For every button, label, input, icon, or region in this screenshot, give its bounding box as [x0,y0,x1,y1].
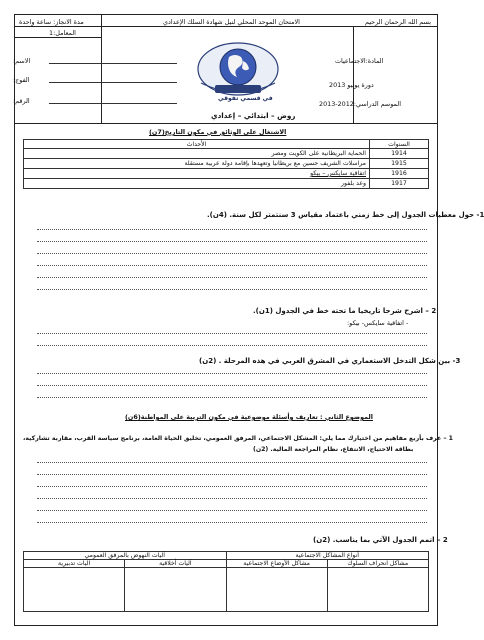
table-header-row [24,140,429,149]
behavior-deviation-header: مشاكل انحراف السلوك [327,560,428,568]
table-subheader-row [24,560,429,568]
answer-line [37,265,427,266]
number-field-line [49,103,177,104]
event-cell: الحماية البريطانية على الكويت ومصر [24,149,370,159]
answer-line [37,241,427,242]
header-divider [15,26,437,27]
question-1: 1- حول معطيات الجدول إلى خط زمني باعتماد مقياس 3 سنتمتر لكل سنة. (4ن). [207,211,484,219]
ethical-mechanisms-header: آليات أخلاقية [125,560,226,568]
school-year-label: الموسم الدراسي:2012-2013 [319,100,401,108]
question-2-item: - اتفاقية سايكس- بيكو: [347,319,409,327]
public-utility-header: آليات النهوض بالمرفق العمومي [24,552,227,560]
answer-cell [226,568,327,612]
answer-line [37,510,427,511]
globe-emblem-icon [195,39,281,101]
underlined-event: اتفاقية سايكس – بيكو [310,170,366,177]
header-right-separator [353,26,354,123]
answer-line [37,289,427,290]
name-label: الاسم: [13,57,31,65]
part2-question-1-line-2: بطاقة الاحتياج، الانتفاع، نظام المراجعة المالية. (2ن) [253,446,414,453]
answer-cell [24,568,125,612]
question-2: 2 – اشرح شرحا تاريخيا ما تحته خط في الجدول (1ن). [253,307,437,315]
management-mechanisms-header: آليات تدبيرية [24,560,125,568]
answer-line [37,498,427,499]
school-logo [195,39,281,101]
question-3: 3- بين شكل التدخل الاستعماري في المشرق العربي في هذه المرحلة . (2ن) [199,357,461,365]
part1-title: الاشتغال على الوثائق في مكون التاريخ(7ن) [149,128,287,136]
answer-cell [125,568,226,612]
answer-line [37,462,427,463]
events-table [23,139,429,189]
answer-line [37,253,427,254]
session-label: دورة يونيو 2013 [329,81,374,89]
coefficient-label: المعامل:1 [49,29,76,37]
subject-label: المادة:الاجتماعيات [335,57,384,65]
year-cell: 1914 [370,149,429,159]
stages-label: روض – ابتدائي – إعدادي [211,111,296,120]
answer-line [37,345,427,346]
table-row [24,159,429,169]
events-column-header: الأحداث [24,140,370,149]
coef-divider [15,37,101,38]
year-cell: 1915 [370,159,429,169]
social-conditions-header: مشاكل الأوضاع الاجتماعية [226,560,327,568]
exam-title: الامتحان الموحد المحلي لنيل شهادة السلك الإعدادي [163,18,300,26]
header-left-separator [101,15,102,123]
answer-line [37,486,427,487]
table-answer-row [24,568,429,612]
table-row [24,149,429,159]
header-bottom-divider [15,123,437,124]
answer-line [37,373,427,374]
name-field-line [49,63,177,64]
event-cell: وعد بلفور [24,179,370,189]
answer-line [37,474,427,475]
table-row [24,179,429,189]
number-label: الرقم: [13,97,30,105]
social-problems-header: أنواع المشاكل الاجتماعية [226,552,429,560]
year-cell: 1917 [370,179,429,189]
group-field-line [49,82,177,83]
answer-line [37,277,427,278]
part2-question-1-line-1: 1 – عرف بأربع مفاهيم من اختيارك مما يلي: المشكل الاجتماعي، المرفق العمومي، تخليق الحياة العامة، برنامج سياسة القرب، مقاربة تشاركية، [23,435,453,442]
table-header-row [24,552,429,560]
answer-line [37,397,427,398]
year-cell: 1916 [370,169,429,179]
table-row [24,169,429,179]
years-column-header: السنوات [370,140,429,149]
answer-cell [327,568,428,612]
event-cell: مراسلات الشريف حسين مع بريطانيا وتعهدها بإقامة دولة عربية مستقلة [24,159,370,169]
logo-caption: في قسمي تفوقي [218,95,273,102]
part2-title: الموضوع الثاني : تعاريف وأسئلة موضوعية في مكون التربية على المواطنة(6ن) [125,413,373,421]
answer-line [37,229,427,230]
answer-line [37,385,427,386]
answer-line [37,522,427,523]
duration-label: مدة الانجاز: ساعة واحدة [19,18,84,26]
event-cell [24,169,370,179]
basmala: بسم الله الرحمان الرحيم [365,18,432,26]
answer-line [37,333,427,334]
part2-question-2: 2 – اتمم الجدول الآتي بما يناسب. (2ن) [313,536,448,544]
social-problems-table [23,551,429,612]
exam-page [13,14,484,626]
group-label: الفوج: [13,76,30,84]
